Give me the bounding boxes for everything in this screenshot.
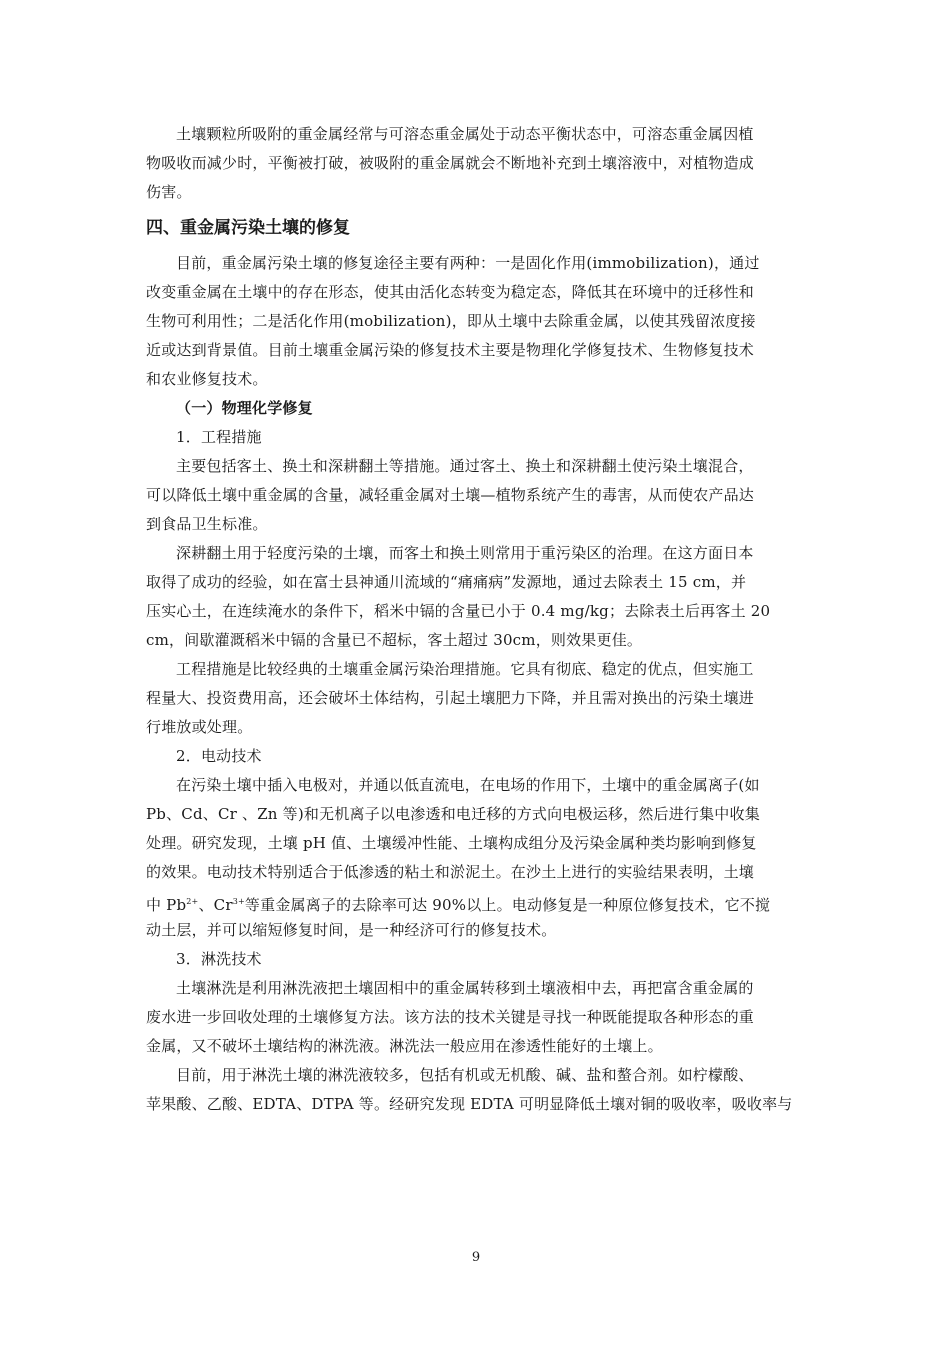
- text-line: 的效果。电动技术特别适合于低渗透的粘土和淤泥土。在沙土上进行的实验结果表明，土壤: [146, 863, 755, 881]
- text-line: 动土层，并可以缩短修复时间，是一种经济可行的修复技术。: [146, 921, 557, 939]
- item-heading: 3．淋洗技术: [176, 950, 262, 968]
- text-line: 到食品卫生标准。: [146, 515, 268, 533]
- text-line: 主要包括客土、换土和深耕翻土等措施。通过客土、换土和深耕翻土使污染土壤混合，: [176, 457, 754, 475]
- paragraph: [146, 655, 809, 742]
- text-span: 、Cr: [198, 896, 233, 914]
- charge-superscript: 3+: [232, 897, 245, 906]
- text-line: 物吸收而减少时，平衡被打破，被吸附的重金属就会不断地补充到土壤溶液中，对植物造成: [146, 154, 755, 172]
- text-line: cm，间歇灌溉稻米中镉的含量已不超标，客土超过 30cm，则效果更佳。: [146, 631, 643, 649]
- paragraph: [146, 452, 809, 539]
- paragraph: [146, 771, 809, 945]
- paragraph: [146, 120, 809, 207]
- text-line: 目前，重金属污染土壤的修复途径主要有两种：一是固化作用(immobilization)，通过: [176, 254, 760, 272]
- text-line: 生物可利用性；二是活化作用(mobilization)，即从土壤中去除重金属，以使其残留浓度接: [146, 312, 756, 330]
- text-line: 行堆放或处理。: [146, 718, 253, 736]
- page-number: 9: [471, 1250, 481, 1265]
- text-line: 目前，用于淋洗土壤的淋洗液较多，包括有机或无机酸、碱、盐和螯合剂。如柠檬酸、: [176, 1066, 754, 1084]
- text-line: 金属，又不破坏土壤结构的淋洗液。淋洗法一般应用在渗透性能好的土壤上。: [146, 1037, 663, 1055]
- item-heading: 2．电动技术: [176, 747, 262, 765]
- page-body: [146, 120, 809, 1119]
- text-line: 和农业修复技术。: [146, 370, 268, 388]
- paragraph: [146, 1061, 809, 1119]
- paragraph: [146, 974, 809, 1061]
- text-line: [146, 887, 809, 916]
- charge-superscript: 2+: [186, 897, 199, 906]
- text-line: 伤害。: [146, 183, 192, 201]
- text-line: 苹果酸、乙酸、EDTA、DTPA 等。经研究发现 EDTA 可明显降低土壤对铜的吸收率，吸收率与: [146, 1095, 793, 1113]
- text-line: 深耕翻土用于轻度污染的土壤，而客土和换土则常用于重污染区的治理。在这方面日本: [176, 544, 754, 562]
- text-line: 在污染土壤中插入电极对，并通以低直流电，在电场的作用下，土壤中的重金属离子(如: [176, 776, 760, 794]
- text-line: 工程措施是比较经典的土壤重金属污染治理措施。它具有彻底、稳定的优点，但实施工: [176, 660, 754, 678]
- text-span: 等重金属离子的去除率可达 90%以上。电动修复是一种原位修复技术，它不搅: [244, 896, 771, 914]
- text-span: 中 Pb: [146, 896, 187, 914]
- text-line: 土壤淋洗是利用淋洗液把土壤固相中的重金属转移到土壤液相中去，再把富含重金属的: [176, 979, 754, 997]
- text-line: 压实心土，在连续淹水的条件下，稻米中镉的含量已小于 0.4 mg/kg；去除表土后再客土 20: [146, 602, 771, 620]
- item-heading: 1．工程措施: [176, 428, 262, 446]
- text-line: 程量大、投资费用高，还会破坏土体结构，引起土壤肥力下降，并且需对换出的污染土壤进: [146, 689, 755, 707]
- paragraph: [146, 249, 809, 394]
- text-line: 取得了成功的经验，如在富士县神通川流域的“痛痛病”发源地，通过去除表土 15 cm，并: [146, 573, 747, 591]
- text-line: 处理。研究发现，土壤 pH 值、土壤缓冲性能、土壤构成组分及污染金属种类均影响到修复: [146, 834, 757, 852]
- text-line: 改变重金属在土壤中的存在形态，使其由活化态转变为稳定态，降低其在环境中的迁移性和: [146, 283, 755, 301]
- section-heading: 四、重金属污染土壤的修复: [146, 218, 350, 238]
- text-line: 近或达到背景值。目前土壤重金属污染的修复技术主要是物理化学修复技术、生物修复技术: [146, 341, 755, 359]
- text-line: 废水进一步回收处理的土壤修复方法。该方法的技术关键是寻找一种既能提取各种形态的重: [146, 1008, 755, 1026]
- text-line: Pb、Cd、Cr 、Zn 等)和无机离子以电渗透和电迁移的方式向电极运移，然后进行集中收集: [146, 805, 760, 823]
- text-line: 可以降低土壤中重金属的含量，减轻重金属对土壤—植物系统产生的毒害，从而使农产品达: [146, 486, 755, 504]
- subsection-heading: （一）物理化学修复: [176, 399, 313, 417]
- text-line: 土壤颗粒所吸附的重金属经常与可溶态重金属处于动态平衡状态中，可溶态重金属因植: [176, 125, 754, 143]
- paragraph: [146, 539, 809, 655]
